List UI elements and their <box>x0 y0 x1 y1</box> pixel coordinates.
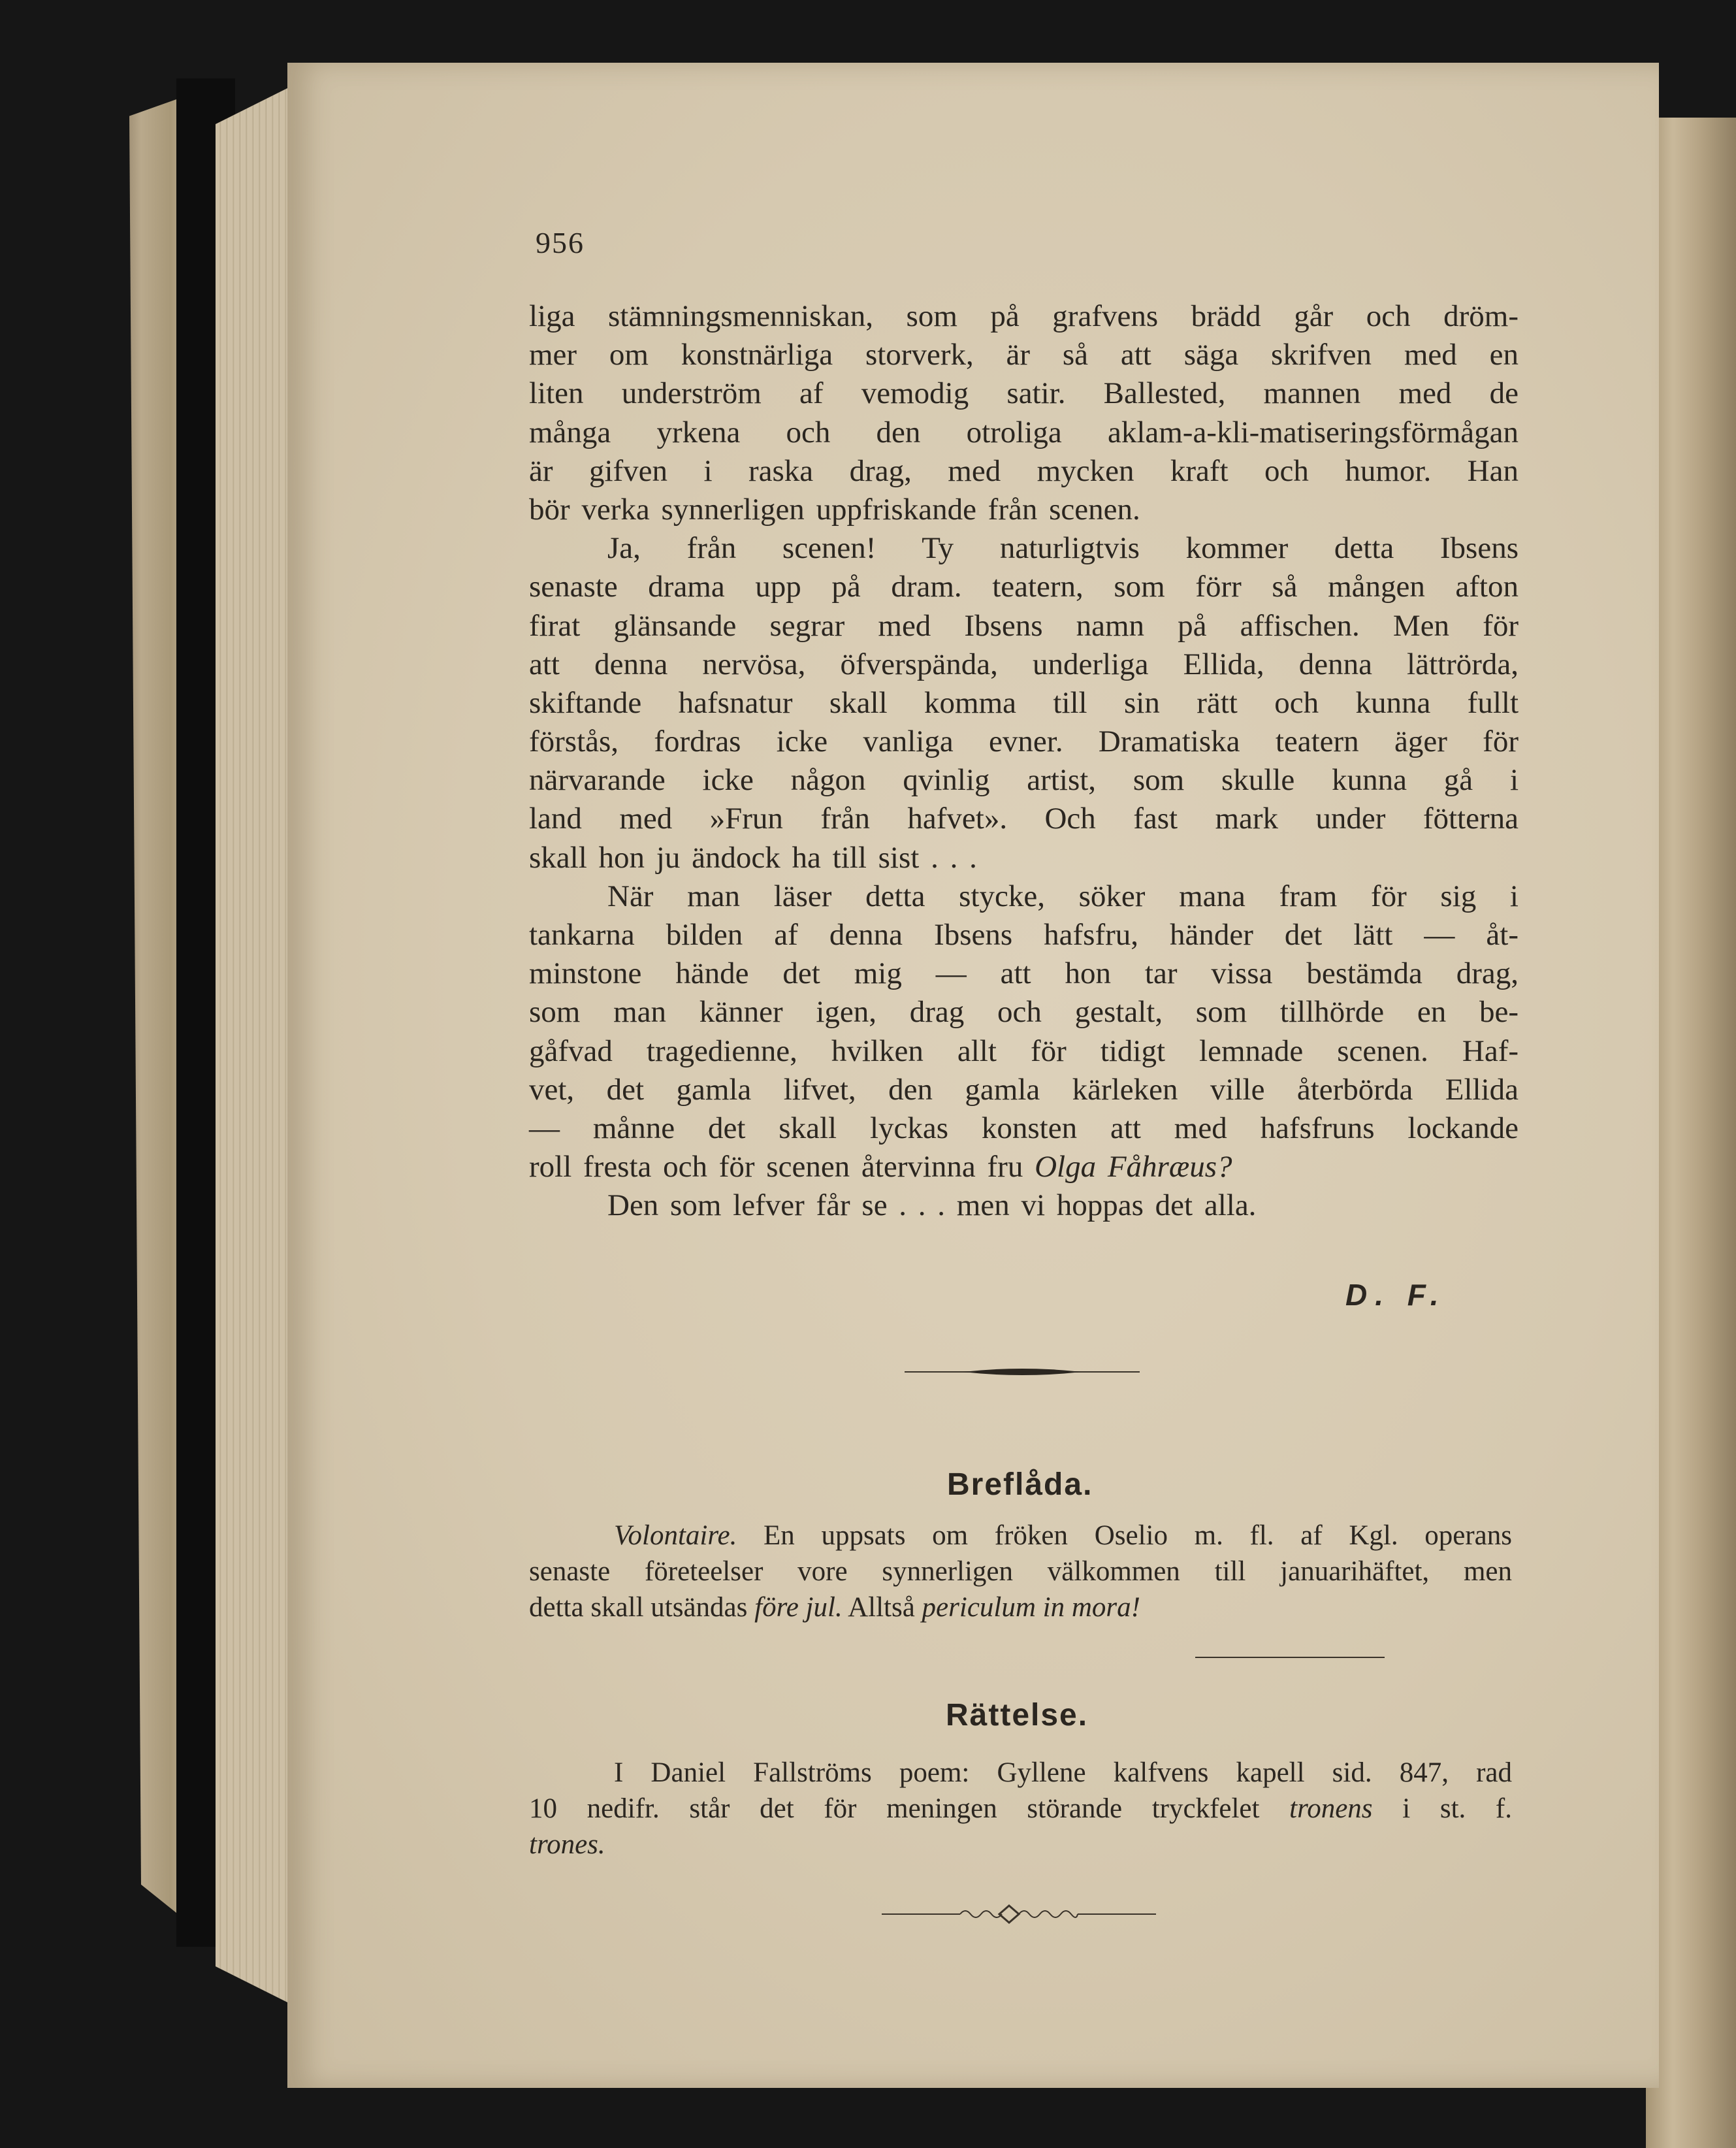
body-line: liten underström af vemodig satir. Ballested, mannen med de <box>529 376 1519 411</box>
body-line: är gifven i raska drag, med mycken kraft och humor. Han <box>529 453 1519 488</box>
body-line: gåfvad tragedienne, hvilken allt för tidigt lemnade scenen. Haf- <box>529 1033 1519 1068</box>
rattelse-italic: tronens <box>1289 1793 1373 1824</box>
body-line: liga stämningsmenniskan, som på grafvens brädd går och dröm- <box>529 299 1519 333</box>
breflada-line <box>529 1518 1512 1554</box>
body-line: många yrkena och den otroliga aklam-a-kli-matiseringsförmågan <box>529 415 1519 449</box>
body-line: närvarande icke någon qvinlig artist, som skulle kunna gå i <box>529 763 1519 798</box>
rattelse-line: I Daniel Fallströms poem: Gyllene kalfvens kapell sid. 847, rad <box>614 1757 1512 1788</box>
breflada-body <box>529 1518 1512 1625</box>
breflada-italic: periculum in mora! <box>922 1592 1140 1623</box>
body-line: bör verka synnerligen uppfriskande från scenen. <box>529 492 1140 527</box>
body-line: minstone hände det mig — att hon tar vissa bestämda drag, <box>529 956 1519 991</box>
breflada-addressee: Volontaire. <box>614 1520 737 1551</box>
rattelse-line <box>529 1791 1512 1827</box>
body-line: — månne det skall lyckas konsten att med hafsfruns lockande <box>529 1111 1519 1145</box>
divider-ornament <box>905 1362 1140 1382</box>
breflada-title: Breflåda. <box>947 1467 1093 1502</box>
page-number: 956 <box>536 226 585 259</box>
rattelse-body <box>529 1755 1512 1863</box>
author-signature: D. F. <box>1345 1278 1447 1312</box>
body-line: När man läser detta stycke, söker mana fram för sig i <box>607 879 1519 913</box>
body-italic-name: Olga Fåhræus? <box>1035 1150 1232 1184</box>
body-line: firat glänsande segrar med Ibsens namn på affischen. Men för <box>529 608 1519 643</box>
body-text: roll fresta och för scenen återvinna fru <box>529 1150 1035 1184</box>
closing-line: Den som lefver får se . . . men vi hoppas det alla. <box>607 1188 1257 1223</box>
right-page-edges <box>1646 118 1736 2148</box>
rattelse-text: 10 nedifr. står det för meningen störande tryckfelet <box>529 1793 1290 1824</box>
end-ornament <box>882 1898 1156 1930</box>
breflada-text: En uppsats om fröken Oselio m. fl. af Kgl. operans <box>737 1520 1512 1551</box>
body-line: mer om konstnärliga storverk, är så att säga skrifven med en <box>529 338 1519 372</box>
body-line: som man känner igen, drag och gestalt, som tillhörde en be- <box>529 995 1519 1030</box>
breflada-text: detta skall utsändas <box>529 1592 755 1623</box>
body-line: skiftande hafsnatur skall komma till sin rätt och kunna fullt <box>529 685 1519 720</box>
rattelse-text: i st. f. <box>1372 1793 1513 1824</box>
section-separator-rule <box>1195 1657 1385 1658</box>
breflada-text: Alltså <box>842 1592 922 1623</box>
rattelse-title: Rättelse. <box>946 1698 1089 1733</box>
body-line: land med »Frun från hafvet». Och fast mark under fötterna <box>529 802 1519 836</box>
body-line: skall hon ju ändock ha till sist . . . <box>529 840 977 875</box>
body-line: förstås, fordras icke vanliga evner. Dramatiska teatern äger för <box>529 724 1519 759</box>
article-body <box>529 297 1519 1226</box>
body-line: senaste drama upp på dram. teatern, som förr så mången afton <box>529 570 1519 604</box>
body-line: Ja, från scenen! Ty naturligtvis kommer detta Ibsens <box>607 531 1519 566</box>
body-line: tankarna bilden af denna Ibsens hafsfru, händer det lätt — åt- <box>529 918 1519 952</box>
breflada-line <box>529 1589 1512 1625</box>
body-line <box>529 1148 1519 1186</box>
body-line: vet, det gamla lifvet, den gamla kärleken ville återbörda Ellida <box>529 1072 1519 1107</box>
breflada-line: senaste företeelser vore synnerligen välkommen till januarihäftet, men <box>529 1556 1512 1587</box>
breflada-italic: före jul. <box>754 1592 843 1623</box>
rattelse-line: trones. <box>529 1829 605 1860</box>
body-line: att denna nervösa, öfverspända, underliga Ellida, denna lättrörda, <box>529 647 1519 681</box>
